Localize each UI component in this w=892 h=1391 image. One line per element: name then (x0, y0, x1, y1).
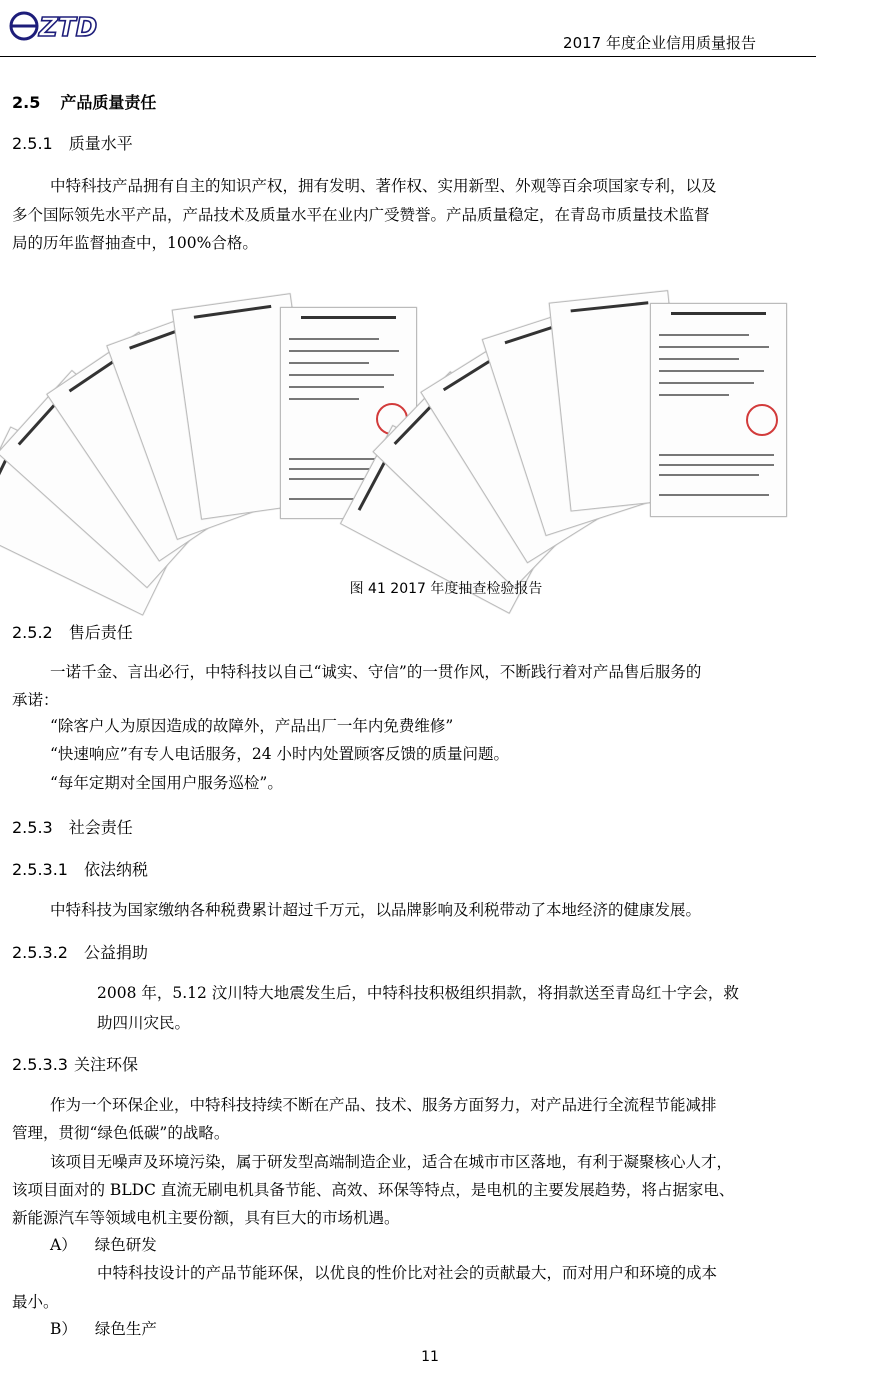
section-number: 2.5.1 (12, 134, 53, 153)
section-title: 售后责任 (68, 623, 133, 642)
paragraph-line: 一诺千金、言出必行，中特科技以自己“诚实、守信”的一贯作风，不断践行着对产品售后服务的 (50, 663, 702, 681)
report-title: 2017 年度企业信用质量报告 (563, 34, 756, 52)
list-label: B） (50, 1320, 77, 1338)
paragraph-line: 局的历年监督抽查中，100%合格。 (12, 234, 258, 252)
section-title: 社会责任 (68, 818, 133, 837)
paragraph-line: 最小。 (12, 1293, 59, 1311)
section-heading-2-5-3 (12, 815, 133, 838)
section-heading-2-5-1 (12, 131, 133, 154)
paragraph-line: 中特科技产品拥有自主的知识产权，拥有发明、著作权、实用新型、外观等百余项国家专利，以及 (50, 177, 717, 195)
list-label: A） (50, 1236, 77, 1254)
header-divider (0, 56, 816, 57)
section-heading-2-5-3-1 (12, 857, 148, 880)
report-page-front (650, 303, 787, 517)
paragraph-line: 2008 年，5.12 汶川特大地震发生后，中特科技积极组织捐款，将捐款送至青岛红十字会，救 (97, 984, 739, 1002)
section-number: 2.5.3 (12, 818, 53, 837)
paragraph-line: 管理，贯彻“绿色低碳”的战略。 (12, 1124, 230, 1142)
list-title: 绿色研发 (94, 1236, 157, 1254)
section-number: 2.5.3.1 (12, 860, 68, 879)
section-number: 2.5.2 (12, 623, 53, 642)
section-number: 2.5.3.3 (12, 1055, 68, 1074)
ztd-logo (8, 6, 98, 46)
promise-line: “快速响应”有专人电话服务，24 小时内处置顾客反馈的质量问题。 (50, 745, 510, 763)
paragraph-line: 助四川灾民。 (97, 1014, 191, 1032)
paragraph-line: 承诺： (12, 691, 59, 709)
list-item-b (50, 1317, 157, 1339)
paragraph-line: 该项目面对的 BLDC 直流无刷电机具备节能、高效、环保等特点，是电机的主要发展趋势，将占据家电、 (12, 1181, 735, 1199)
section-heading-2-5-2 (12, 620, 133, 643)
section-title: 依法纳税 (83, 860, 148, 879)
list-title: 绿色生产 (94, 1320, 157, 1338)
page-number: 11 (421, 1349, 439, 1365)
paragraph-line: 该项目无噪声及环境污染，属于研发型高端制造企业，适合在城市市区落地，有利于凝聚核心人才， (50, 1153, 733, 1171)
paragraph-line: 中特科技设计的产品节能环保，以优良的性价比对社会的贡献最大，而对用户和环境的成本 (97, 1264, 718, 1282)
section-title: 质量水平 (68, 134, 133, 153)
section-number: 2.5.3.2 (12, 943, 68, 962)
paragraph-line: 中特科技为国家缴纳各种税费累计超过千万元，以品牌影响及利税带动了本地经济的健康发展。 (50, 901, 702, 919)
inspection-reports-photo (70, 283, 792, 521)
section-title: 关注环保 (73, 1055, 138, 1074)
section-number: 2.5 (12, 93, 41, 112)
paragraph-line: 多个国际领先水平产品，产品技术及质量水平在业内广受赞誉。产品质量稳定，在青岛市质量技术监督 (12, 206, 710, 224)
logo-text: ZTD (39, 13, 98, 43)
section-heading-2-5-3-3 (12, 1052, 138, 1075)
promise-line: “除客户人为原因造成的故障外，产品出厂一年内免费维修” (50, 717, 454, 735)
list-item-a (50, 1233, 157, 1255)
section-title: 产品质量责任 (60, 93, 157, 112)
section-heading-2-5-3-2 (12, 940, 148, 963)
promise-line: “每年定期对全国用户服务巡检”。 (50, 774, 283, 792)
red-seal-icon (746, 404, 778, 436)
section-heading-2-5 (12, 90, 156, 113)
figure-caption: 图 41 2017 年度抽查检验报告 (349, 581, 543, 597)
section-title: 公益捐助 (83, 943, 148, 962)
paragraph-line: 作为一个环保企业，中特科技持续不断在产品、技术、服务方面努力，对产品进行全流程节能减排 (50, 1096, 717, 1114)
paragraph-line: 新能源汽车等领域电机主要份额，具有巨大的市场机遇。 (12, 1209, 400, 1227)
